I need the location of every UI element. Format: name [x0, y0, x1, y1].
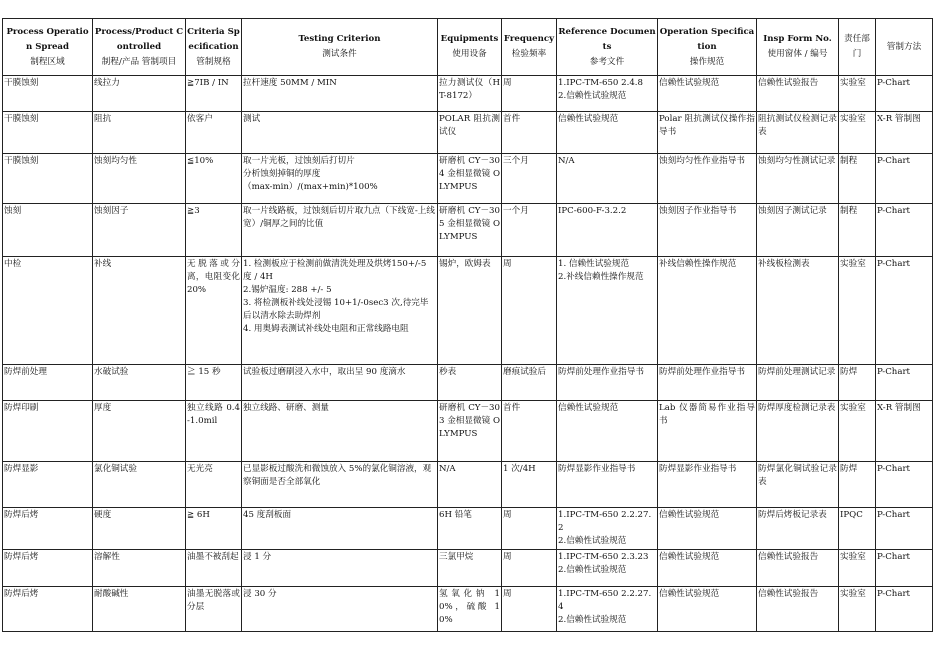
insp-form-cell: 防焊后烤板记录表	[757, 508, 839, 550]
cell-line: 1.IPC-TM-650 2.2.27.4	[558, 589, 652, 612]
cell-line: 拉杆速度 50MM / MIN	[243, 78, 337, 88]
equipment-cell: 研磨机 CY－303 金相显微镜 OLYMPUS	[438, 401, 502, 462]
header-freq	[502, 19, 557, 76]
frequency-cell: 周	[502, 587, 557, 632]
item-cell: 阻抗	[93, 112, 186, 154]
operation-spec-cell: 信赖性试验规范	[658, 587, 757, 632]
frequency-cell: 首件	[502, 401, 557, 462]
insp-form-cell: 蚀刻因子测试记录	[757, 204, 839, 257]
insp-form-cell: 阻抗测试仪检测记录表	[757, 112, 839, 154]
method-cell: X-R 管制图	[876, 112, 933, 154]
cell-line: 信赖性试验规范	[558, 403, 619, 413]
cell-line: （max-min）/(max+min)*100%	[243, 182, 378, 192]
item-cell: 蚀刻均匀性	[93, 154, 186, 204]
item-cell: 氯化铜试验	[93, 462, 186, 508]
reference-cell	[557, 462, 658, 508]
test-cell	[242, 204, 438, 257]
table-row	[3, 508, 933, 550]
test-cell	[242, 462, 438, 508]
area-cell: 防焊显影	[3, 462, 93, 508]
insp-form-cell: 补线板检测表	[757, 257, 839, 365]
spec-cell: 无光亮	[186, 462, 242, 508]
frequency-cell: 周	[502, 257, 557, 365]
reference-cell	[557, 550, 658, 587]
header-en-label: Criteria Specification	[187, 26, 240, 52]
test-cell	[242, 365, 438, 401]
cell-line: 2.锡炉温度: 288 +/- 5	[243, 285, 332, 295]
area-cell: 干膜蚀刻	[3, 112, 93, 154]
item-cell: 耐酸碱性	[93, 587, 186, 632]
cell-line: 防焊前处理作业指导书	[558, 367, 644, 377]
method-cell: P-Chart	[876, 587, 933, 632]
table-row	[3, 462, 933, 508]
method-cell: P-Chart	[876, 76, 933, 112]
cell-line: 2.信赖性试验规范	[558, 565, 627, 575]
department-cell: 制程	[839, 204, 876, 257]
department-cell: 防焊	[839, 462, 876, 508]
area-cell: 防焊后烤	[3, 508, 93, 550]
header-cn-label: 管制规格	[196, 56, 231, 67]
frequency-cell: 1 次/4H	[502, 462, 557, 508]
header-spec	[186, 19, 242, 76]
equipment-cell: 研磨机 CY－305 金相显微镜 OLYMPUS	[438, 204, 502, 257]
cell-line: N/A	[558, 156, 575, 166]
reference-cell	[557, 365, 658, 401]
area-cell: 干膜蚀刻	[3, 154, 93, 204]
cell-line: 取一片线路板，过蚀刻后切片取九点（下线宽-上线宽）/铜厚之间的比值	[243, 206, 435, 229]
header-cn-label: 制程/产品 管制项目	[101, 56, 177, 67]
area-cell: 蚀刻	[3, 204, 93, 257]
method-cell: P-Chart	[876, 257, 933, 365]
table-body	[3, 76, 933, 632]
table-row	[3, 204, 933, 257]
operation-spec-cell: 信赖性试验规范	[658, 76, 757, 112]
operation-spec-cell: 信赖性试验规范	[658, 508, 757, 550]
reference-cell	[557, 401, 658, 462]
operation-spec-cell: 信赖性试验规范	[658, 550, 757, 587]
table-row	[3, 587, 933, 632]
cell-line: 测试	[243, 114, 261, 124]
header-cn-label: 测试条件	[322, 49, 357, 59]
header-cn-label: 参考文件	[589, 56, 625, 67]
insp-form-cell: 防焊氯化铜试验记录表	[757, 462, 839, 508]
spec-cell: 无脱落或分离，电阻变化 20%	[186, 257, 242, 365]
cell-line: 1. 检测板应于检测前做清洗处理及烘烤150+/-5 度 / 4H	[243, 259, 427, 282]
department-cell: 实验室	[839, 257, 876, 365]
department-cell: 实验室	[839, 401, 876, 462]
area-cell: 防焊后烤	[3, 550, 93, 587]
reference-cell	[557, 257, 658, 365]
frequency-cell: 三个月	[502, 154, 557, 204]
department-cell: 实验室	[839, 76, 876, 112]
operation-spec-cell: 补线信赖性操作规范	[658, 257, 757, 365]
cell-line: 独立线路、研磨、测量	[243, 403, 329, 413]
frequency-cell: 磨痕试验后	[502, 365, 557, 401]
department-cell: 制程	[839, 154, 876, 204]
reference-cell	[557, 76, 658, 112]
method-cell: X-R 管制图	[876, 401, 933, 462]
equipment-cell: 研磨机 CY－304 金相显微镜 OLYMPUS	[438, 154, 502, 204]
header-ref	[557, 19, 658, 76]
equipment-cell: 氢氧化钠 10%，硫酸 10%	[438, 587, 502, 632]
header-item	[93, 19, 186, 76]
header-en-label: Insp Form No.	[763, 34, 832, 44]
area-cell: 防焊后烤	[3, 587, 93, 632]
header-cn-label: 管制方法	[886, 41, 922, 52]
header-en-label: Equipments	[440, 34, 499, 44]
department-cell: 实验室	[839, 550, 876, 587]
spec-cell: ≧ 15 秒	[186, 365, 242, 401]
header-row	[3, 19, 933, 76]
equipment-cell: POLAR 阻抗测试仪	[438, 112, 502, 154]
header-op	[658, 19, 757, 76]
table-row	[3, 257, 933, 365]
cell-line: 1.IPC-TM-650 2.3.23	[558, 552, 649, 562]
insp-form-cell: 信赖性试验报告	[757, 550, 839, 587]
header-en-label: Operation Specification	[659, 26, 755, 52]
header-cn-label: 制程区域	[30, 56, 65, 67]
reference-cell	[557, 112, 658, 154]
spec-cell: ≧7IB / IN	[186, 76, 242, 112]
department-cell: 实验室	[839, 587, 876, 632]
department-cell: 实验室	[839, 112, 876, 154]
equipment-cell: 拉力测试仪（HT-8172）	[438, 76, 502, 112]
header-form	[757, 19, 839, 76]
method-cell: P-Chart	[876, 154, 933, 204]
test-cell	[242, 508, 438, 550]
method-cell: P-Chart	[876, 462, 933, 508]
header-method	[876, 19, 933, 76]
spec-cell: 依客户	[186, 112, 242, 154]
area-cell: 干膜蚀刻	[3, 76, 93, 112]
area-cell: 中检	[3, 257, 93, 365]
table-row	[3, 154, 933, 204]
cell-line: 1.IPC-TM-650 2.2.27.2	[558, 510, 652, 533]
cell-line: 2.信赖性试验规范	[558, 615, 627, 625]
cell-line: 信赖性试验规范	[558, 114, 619, 124]
cell-line: 2.补线信赖性操作规范	[558, 272, 644, 282]
area-cell: 防焊前处理	[3, 365, 93, 401]
table-row	[3, 550, 933, 587]
test-cell	[242, 587, 438, 632]
spec-cell: 油墨无脱落或分层	[186, 587, 242, 632]
method-cell: P-Chart	[876, 365, 933, 401]
department-cell: 防焊	[839, 365, 876, 401]
cell-line: 浸 1 分	[243, 552, 272, 562]
insp-form-cell: 防焊厚度检测记录表	[757, 401, 839, 462]
header-cn-label: 检验频率	[511, 49, 547, 59]
test-cell	[242, 401, 438, 462]
frequency-cell: 首件	[502, 112, 557, 154]
equipment-cell: 秒表	[438, 365, 502, 401]
item-cell: 溶解性	[93, 550, 186, 587]
method-cell: P-Chart	[876, 550, 933, 587]
reference-cell	[557, 204, 658, 257]
header-equip	[438, 19, 502, 76]
header-cn-label: 使用设备	[452, 49, 487, 59]
insp-form-cell: 信赖性试验报告	[757, 76, 839, 112]
table-row	[3, 401, 933, 462]
test-cell	[242, 76, 438, 112]
frequency-cell: 一个月	[502, 204, 557, 257]
method-cell: P-Chart	[876, 204, 933, 257]
cell-line: 2.信赖性试验规范	[558, 91, 627, 101]
header-test	[242, 19, 438, 76]
operation-spec-cell: 蚀刻均匀性作业指导书	[658, 154, 757, 204]
header-en-label: Frequency	[503, 34, 555, 44]
cell-line: 45 度刮板面	[243, 510, 292, 520]
cell-line: 已显影板过酸洗和微蚀放入 5%的氯化铜溶液，观察铜面是否全部氧化	[243, 464, 432, 487]
cell-line: 1. 信赖性试验规范	[558, 259, 630, 269]
header-en-label: Testing Criterion	[298, 34, 381, 44]
test-cell	[242, 257, 438, 365]
cell-line: 浸 30 分	[243, 589, 277, 599]
item-cell: 线拉力	[93, 76, 186, 112]
item-cell: 蚀刻因子	[93, 204, 186, 257]
method-cell: P-Chart	[876, 508, 933, 550]
department-cell: IPQC	[839, 508, 876, 550]
equipment-cell: 6H 铅笔	[438, 508, 502, 550]
spec-cell: 油墨不被刮起	[186, 550, 242, 587]
equipment-cell: N/A	[438, 462, 502, 508]
header-cn-label: 责任部门	[844, 34, 870, 59]
cell-line: 取一片光板，过蚀刻后打切片	[243, 156, 355, 166]
cell-line: 3. 将检测板补线处浸锡 10+1/-0sec3 次,待完毕后以清水除去助焊剂	[243, 298, 429, 321]
test-cell	[242, 550, 438, 587]
table-row	[3, 112, 933, 154]
spec-cell: ≧ 6H	[186, 508, 242, 550]
spec-cell: ≦10%	[186, 154, 242, 204]
header-cn-label: 操作规范	[689, 56, 725, 67]
area-cell: 防焊印刷	[3, 401, 93, 462]
operation-spec-cell: 防焊显影作业指导书	[658, 462, 757, 508]
cell-line: 2.信赖性试验规范	[558, 536, 627, 546]
insp-form-cell: 蚀刻均匀性测试记录	[757, 154, 839, 204]
frequency-cell: 周	[502, 76, 557, 112]
operation-spec-cell: 防焊前处理作业指导书	[658, 365, 757, 401]
item-cell: 厚度	[93, 401, 186, 462]
cell-line: 试验板过磨刷浸入水中，取出呈 90 度滴水	[243, 367, 406, 377]
header-area	[3, 19, 93, 76]
cell-line: 4. 用奥姆表测试补线处电阻和正常线路电阻	[243, 324, 409, 334]
insp-form-cell: 防焊前处理测试记录	[757, 365, 839, 401]
table-row	[3, 365, 933, 401]
equipment-cell: 三氯甲烷	[438, 550, 502, 587]
operation-spec-cell: 蚀刻因子作业指导书	[658, 204, 757, 257]
operation-spec-cell: Lab 仪器简易作业指导书	[658, 401, 757, 462]
frequency-cell: 周	[502, 508, 557, 550]
control-plan-table	[2, 18, 933, 632]
header-dept	[839, 19, 876, 76]
header-en-label: Reference Documents	[558, 26, 656, 52]
item-cell: 补线	[93, 257, 186, 365]
cell-line: 1.IPC-TM-650 2.4.8	[558, 78, 643, 88]
header-en-label: Process Operation Spread	[6, 26, 89, 52]
reference-cell	[557, 587, 658, 632]
cell-line: 分析蚀刻掉铜的厚度	[243, 169, 321, 179]
header-en-label: Process/Product Controlled	[94, 26, 184, 52]
header-cn-label: 使用窗体 / 编号	[767, 49, 828, 59]
cell-line: 防焊显影作业指导书	[558, 464, 636, 474]
cell-line: IPC-600-F-3.2.2	[558, 206, 627, 216]
spec-cell: 独立线路 0.4-1.0mil	[186, 401, 242, 462]
reference-cell	[557, 154, 658, 204]
reference-cell	[557, 508, 658, 550]
item-cell: 硬度	[93, 508, 186, 550]
equipment-cell: 锡炉，欧姆表	[438, 257, 502, 365]
operation-spec-cell: Polar 阻抗测试仪操作指导书	[658, 112, 757, 154]
item-cell: 水破试验	[93, 365, 186, 401]
spec-cell: ≧3	[186, 204, 242, 257]
frequency-cell: 周	[502, 550, 557, 587]
insp-form-cell: 信赖性试验报告	[757, 587, 839, 632]
test-cell	[242, 112, 438, 154]
test-cell	[242, 154, 438, 204]
table-row	[3, 76, 933, 112]
